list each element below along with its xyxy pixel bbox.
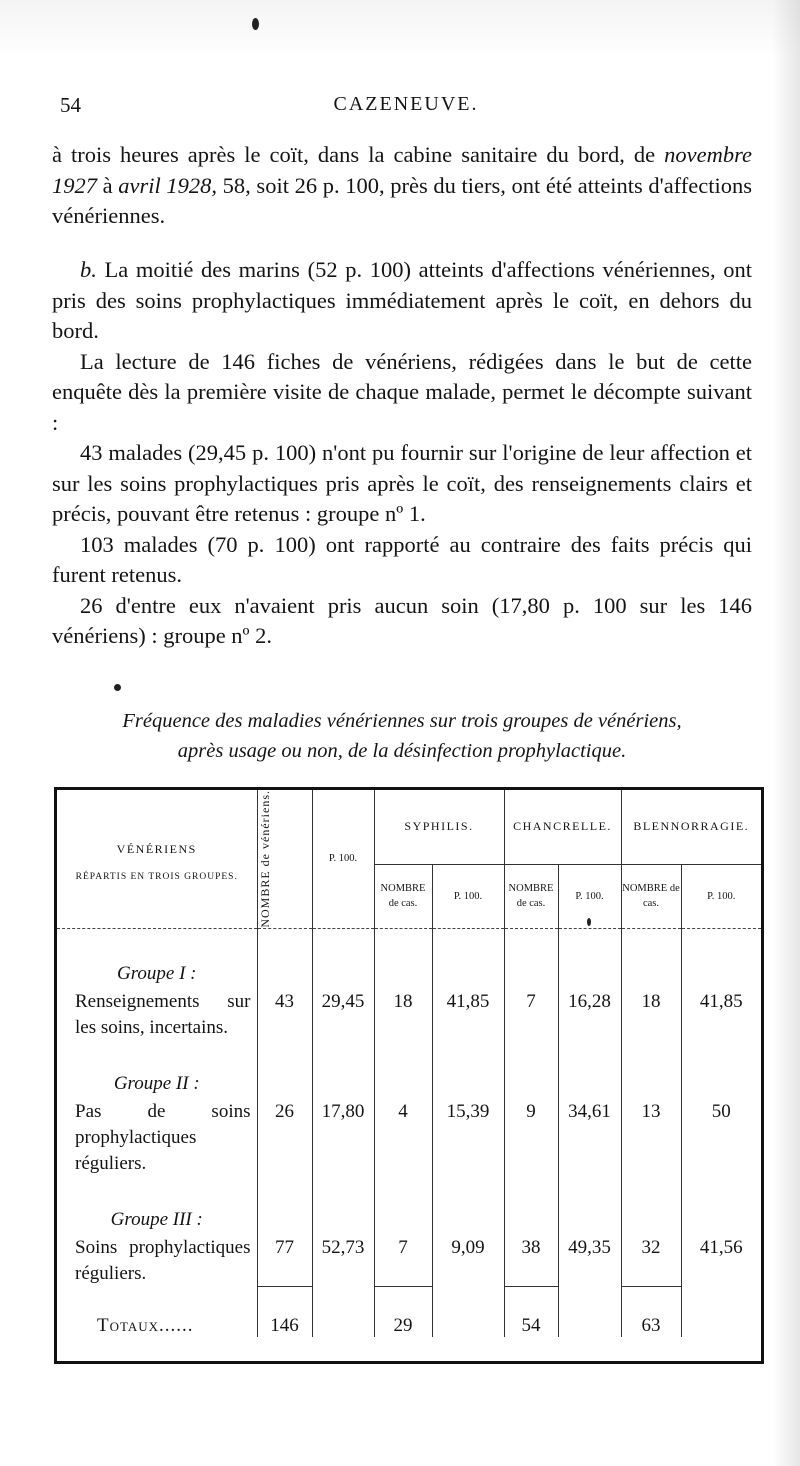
scan-shading-top [0, 0, 800, 60]
ink-speck [252, 18, 259, 30]
cell-syphilis-p100: 41,85 [432, 985, 504, 1041]
header-blennorragie: BLENNORRAGIE. [621, 790, 761, 864]
scan-shading-edge [772, 0, 800, 1466]
cell-chancrelle-p100: 16,28 [558, 985, 621, 1041]
total-blennorragie-cas: 63 [621, 1287, 681, 1338]
cell-nombre: 43 [257, 985, 312, 1041]
paragraph-block-b [52, 255, 752, 652]
group-title-row [57, 931, 761, 985]
cell-blennorragie-cas: 13 [621, 1095, 681, 1177]
subheader-p100: P. 100. [558, 864, 621, 928]
paragraph-continuation [52, 140, 752, 232]
table-header-row [57, 790, 761, 864]
caption-line: Fréquence des maladies vénériennes sur trois groupes de vénériens, [122, 710, 682, 732]
header-chancrelle: CHANCRELLE. [504, 790, 621, 864]
header-nombre: NOMBRE de vénériens. [257, 790, 312, 928]
subheader-nombre-cas: NOMBRE de cas. [504, 864, 558, 928]
group-title: Groupe II : [113, 1072, 200, 1094]
cell-chancrelle-p100: 49,35 [558, 1231, 621, 1287]
cell-syphilis-cas: 7 [374, 1231, 432, 1287]
ink-speck [114, 684, 121, 691]
totals-label: Totaux...... [97, 1314, 194, 1336]
subheader-p100: P. 100. [432, 864, 504, 928]
paragraph: La lecture de 146 fiches de vénériens, rédigées dans le but de cette enquête dès la première visite de chaque malade, permet le décompte suivant : [52, 348, 752, 435]
cell-p100: 52,73 [312, 1231, 374, 1287]
total-nombre: 146 [257, 1287, 312, 1338]
running-head: CAZENEUVE. [333, 93, 479, 115]
totals-row [57, 1287, 761, 1338]
group-title: Groupe III : [110, 1208, 203, 1230]
cell-chancrelle-cas: 7 [504, 985, 558, 1041]
header-syphilis: SYPHILIS. [374, 790, 504, 864]
page-number: 54 [60, 93, 81, 117]
cell-syphilis-cas: 18 [374, 985, 432, 1041]
cell-blennorragie-p100: 50 [681, 1095, 761, 1177]
total-syphilis-cas: 29 [374, 1287, 432, 1338]
paragraph: 43 malades (29,45 p. 100) n'ont pu fournir sur l'origine de leur affection et sur les soins prophylactiques pris après le coït, des renseignements clairs et précis, pouvant être retenus : groupe nº 1. [52, 440, 752, 526]
cell-nombre: 26 [257, 1095, 312, 1177]
cell-blennorragie-p100: 41,85 [681, 985, 761, 1041]
text-run: La moitié des marins (52 p. 100) atteints d'affections vénériennes, ont pris des soins prophylactiques immédiatement après le coït, en dehors du bord. [52, 257, 752, 343]
paragraph: 26 d'entre eux n'avaient pris aucun soin (17,80 p. 100 sur les 146 vénériens) : groupe nº 2. [52, 592, 752, 648]
text-run: à [97, 172, 119, 198]
text-run: à trois heures après le coït, dans la cabine sanitaire du bord, de [52, 142, 665, 167]
row-label: Renseignements sur les soins, incertains. [75, 990, 251, 1038]
cell-blennorragie-cas: 18 [621, 985, 681, 1041]
cell-syphilis-p100: 9,09 [432, 1231, 504, 1287]
row-label: Pas de soins prophylactiques réguliers. [75, 1100, 251, 1174]
text-run: 58, soit 26 p. 100, près du tiers, ont été atteints d'affections vénériennes. [52, 172, 752, 228]
header-p100: P. 100. [312, 790, 374, 928]
table-grid [57, 790, 761, 1337]
paragraph: 103 malades (70 p. 100) ont rapporté au contraire des faits précis qui furent retenus. [52, 531, 752, 587]
cell-nombre: 77 [257, 1231, 312, 1287]
cell-p100: 17,80 [312, 1095, 374, 1177]
cell-syphilis-p100: 15,39 [432, 1095, 504, 1177]
subheader-p100: P. 100. [681, 864, 761, 928]
total-chancrelle-cas: 54 [504, 1287, 558, 1338]
header-venereans: VÉNÉRIENS RÉPARTIS EN TROIS GROUPES. [75, 841, 238, 882]
cell-blennorragie-cas: 32 [621, 1231, 681, 1287]
row-label: Soins prophylactiques réguliers. [75, 1236, 251, 1284]
date-italic: novembre 1927 [52, 142, 752, 198]
cell-p100: 29,45 [312, 985, 374, 1041]
cell-chancrelle-p100: 34,61 [558, 1095, 621, 1177]
cell-blennorragie-p100: 41,56 [681, 1231, 761, 1287]
table-row [57, 985, 761, 1041]
section-marker: b. [80, 257, 97, 282]
subheader-nombre-cas: NOMBRE de cas. [374, 864, 432, 928]
data-table [54, 787, 764, 1364]
group-title-row [57, 1177, 761, 1231]
group-title: Groupe I : [117, 962, 197, 984]
group-title-row [57, 1041, 761, 1095]
page-header [56, 93, 756, 123]
cell-syphilis-cas: 4 [374, 1095, 432, 1177]
table-row [57, 1095, 761, 1177]
date-italic: avril 1928, [118, 172, 218, 198]
caption-line: après usage ou non, de la désinfection prophylactique. [177, 740, 627, 762]
cell-chancrelle-cas: 38 [504, 1231, 558, 1287]
subheader-nombre-cas: NOMBRE de cas. [621, 864, 681, 928]
cell-chancrelle-cas: 9 [504, 1095, 558, 1177]
table-caption [52, 706, 752, 766]
table-row [57, 1231, 761, 1287]
